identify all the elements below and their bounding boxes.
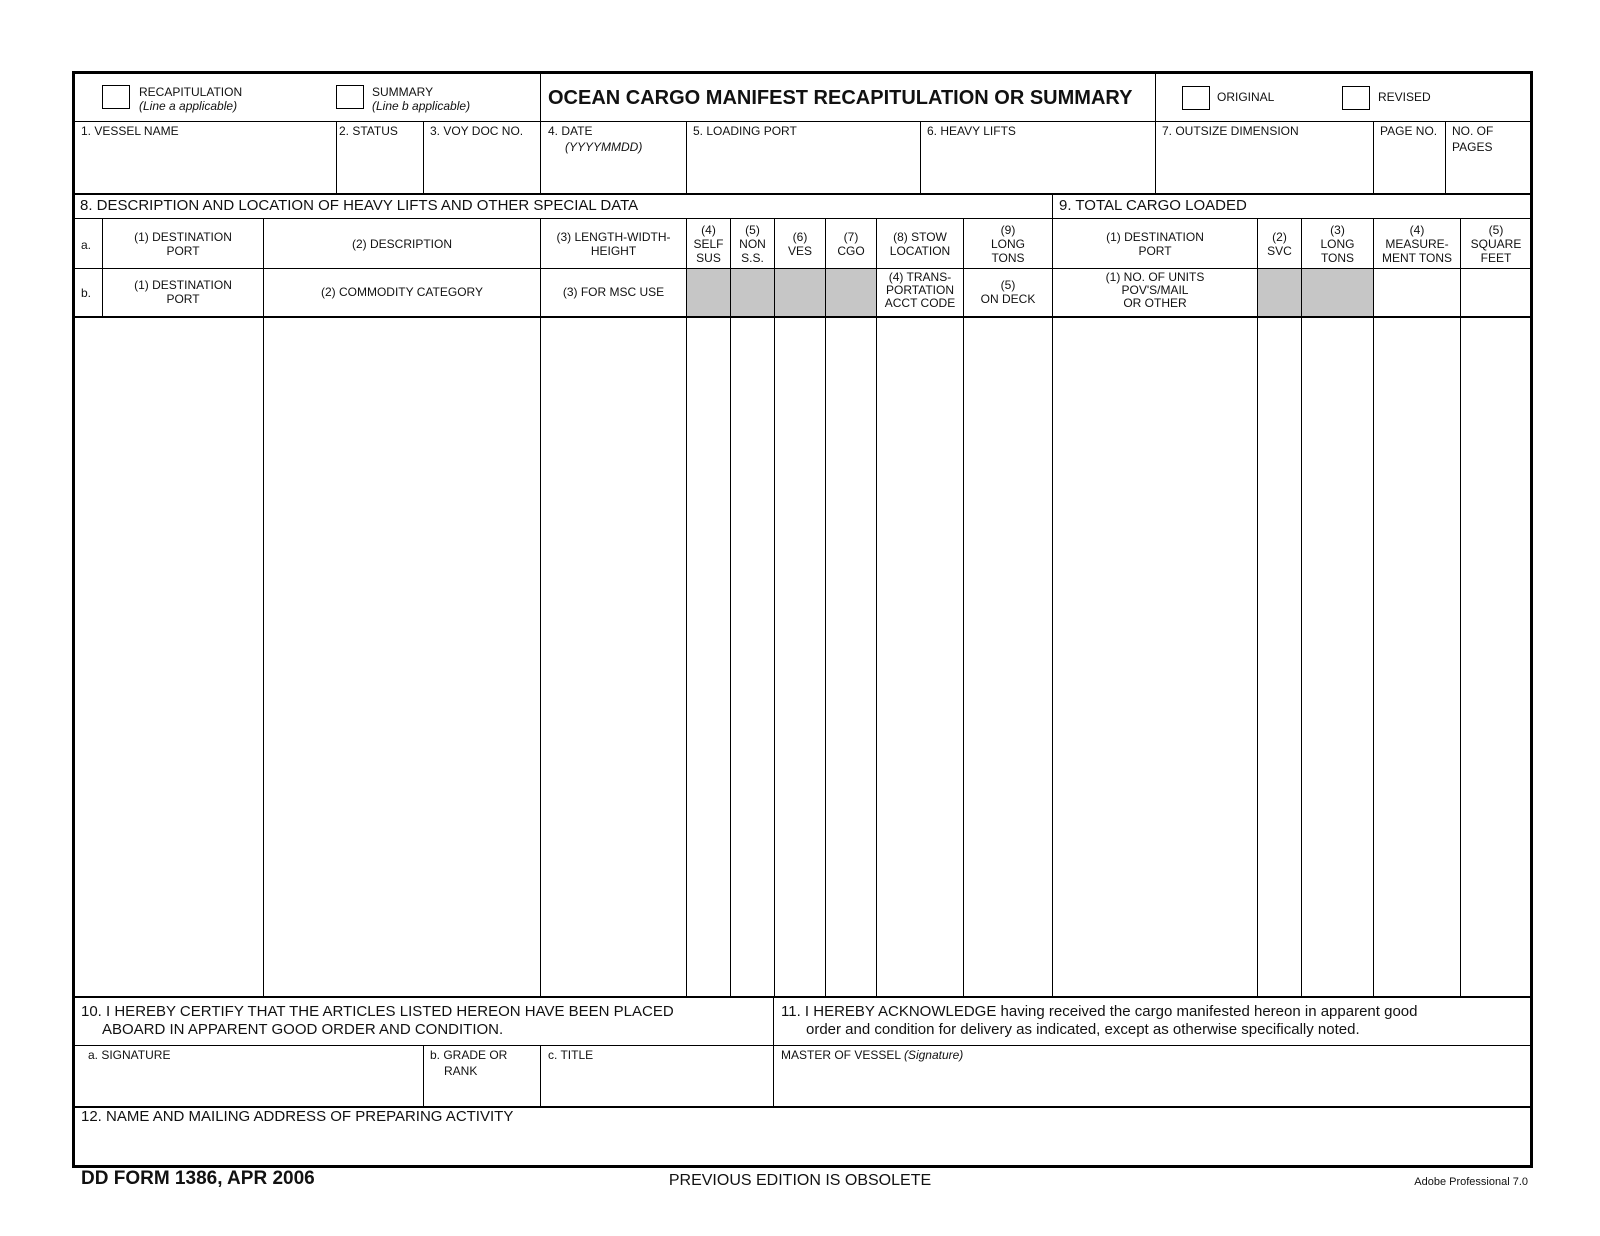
rule [74, 1045, 1531, 1046]
outsize-dimension-label: 7. OUTSIZE DIMENSION [1162, 124, 1299, 138]
outsize-dimension-field[interactable] [1157, 140, 1371, 190]
rule [876, 218, 877, 997]
total-dest-port-header: (1) DESTINATION PORT [1106, 230, 1204, 258]
no-of-pages-label-2: PAGES [1452, 140, 1493, 154]
summary-note: (Line b applicable) [372, 99, 471, 113]
rule [336, 121, 337, 194]
grade-label: b. GRADE OR [430, 1048, 508, 1062]
shaded-cell [826, 269, 876, 316]
recapitulation-note: (Line a applicable) [139, 99, 238, 113]
section-8-title: 8. DESCRIPTION AND LOCATION OF HEAVY LIFTS AND OTHER SPECIAL DATA [80, 197, 639, 214]
rank-label: RANK [444, 1064, 478, 1078]
no-of-pages-field[interactable] [1447, 156, 1529, 190]
page-no-field[interactable] [1375, 140, 1443, 190]
row-b-msc-use-header: (3) FOR MSC USE [562, 285, 665, 299]
date-field[interactable] [542, 156, 684, 190]
rule [74, 193, 1531, 195]
title-field[interactable] [542, 1064, 771, 1105]
heavy-lifts-label: 6. HEAVY LIFTS [927, 124, 1016, 138]
signature-label: a. SIGNATURE [88, 1048, 171, 1062]
preparing-activity-field[interactable] [76, 1128, 1530, 1164]
rule [1155, 72, 1156, 122]
entry-stow-column[interactable] [878, 319, 962, 996]
rule [773, 997, 774, 1107]
shaded-cell [687, 269, 730, 316]
row-a-description-header: (2) DESCRIPTION [351, 237, 452, 251]
rule [1257, 218, 1258, 997]
voy-doc-field[interactable] [425, 140, 538, 190]
row-a-self-sus-header: (4) SELF SUS [693, 223, 724, 265]
shaded-cell [1302, 269, 1373, 316]
rule [730, 218, 731, 997]
entry-square-feet-column[interactable] [1462, 319, 1530, 996]
rule [1301, 218, 1302, 997]
rule [74, 996, 1531, 998]
rule [540, 1045, 541, 1107]
total-square-feet-header: (5) SQUARE FEET [1470, 223, 1522, 265]
total-svc-header: (2) SVC [1267, 230, 1292, 258]
row-a-dest-port-header: (1) DESTINATION PORT [134, 230, 232, 258]
row-a-lwh-header: (3) LENGTH-WIDTH- HEIGHT [556, 230, 671, 258]
row-a-ves-header: (6) VES [787, 230, 812, 258]
rule [686, 218, 687, 997]
row-a-long-tons-header: (9) LONG TONS [990, 223, 1025, 265]
section-9-title: 9. TOTAL CARGO LOADED [1059, 197, 1247, 214]
status-field[interactable] [338, 140, 421, 190]
original-checkbox[interactable] [1182, 86, 1210, 110]
section-11-text-line-2: order and condition for delivery as indicated, except as otherwise specifically noted. [806, 1021, 1360, 1038]
rule [1052, 193, 1053, 218]
row-a-cgo-header: (7) CGO [837, 230, 865, 258]
master-signature-field[interactable] [776, 1064, 1530, 1105]
entry-dest-port-column[interactable] [76, 319, 262, 996]
rule [1373, 218, 1374, 997]
entry-self-sus-column[interactable] [688, 319, 729, 996]
signature-field[interactable] [76, 1064, 421, 1105]
entry-measurement-tons-column[interactable] [1375, 319, 1459, 996]
shaded-cell [1258, 269, 1301, 316]
entry-non-ss-column[interactable] [732, 319, 773, 996]
title-label: c. TITLE [548, 1048, 594, 1062]
entry-svc-column[interactable] [1259, 319, 1300, 996]
rule [1460, 218, 1461, 997]
grade-field[interactable] [425, 1080, 538, 1105]
form-id: DD FORM 1386, APR 2006 [81, 1168, 315, 1189]
rule [74, 218, 1531, 219]
rule [540, 72, 541, 122]
entry-lwh-column[interactable] [542, 319, 685, 996]
heavy-lifts-field[interactable] [922, 140, 1153, 190]
loading-port-field[interactable] [688, 140, 918, 190]
rule [1052, 218, 1053, 997]
rule [1373, 121, 1374, 194]
section-12-label: 12. NAME AND MAILING ADDRESS OF PREPARING ACTIVITY [81, 1108, 514, 1125]
date-label: 4. DATE [548, 124, 593, 138]
master-of-vessel-label: MASTER OF VESSEL (Signature) [781, 1048, 964, 1062]
total-measurement-tons-header: (4) MEASURE- MENT TONS [1381, 223, 1452, 265]
entry-cgo-column[interactable] [827, 319, 875, 996]
revised-checkbox[interactable] [1342, 86, 1370, 110]
rule [825, 218, 826, 997]
recapitulation-checkbox[interactable] [102, 85, 130, 109]
total-no-of-units-header: (1) NO. OF UNITS POV'S/MAIL OR OTHER [1105, 270, 1205, 310]
no-of-pages-label: NO. OF [1452, 124, 1494, 138]
original-label: ORIGINAL [1217, 90, 1275, 104]
page-no-label: PAGE NO. [1380, 124, 1438, 138]
section-10-text-line-1: 10. I HEREBY CERTIFY THAT THE ARTICLES LISTED HEREON HAVE BEEN PLACED [81, 1003, 674, 1020]
rule [920, 121, 921, 194]
section-11-text-line-1: 11. I HEREBY ACKNOWLEDGE having received the cargo manifested hereon in apparent good [781, 1003, 1418, 1020]
row-b-commodity-header: (2) COMMODITY CATEGORY [320, 285, 483, 299]
software-note: Adobe Professional 7.0 [1414, 1176, 1528, 1188]
entry-long-tons-column[interactable] [965, 319, 1051, 996]
rule [1445, 121, 1446, 194]
row-b-dest-port-header: (1) DESTINATION PORT [134, 278, 232, 306]
row-b-letter: b. [81, 286, 92, 300]
vessel-name-label: 1. VESSEL NAME [81, 124, 179, 138]
date-format-note: (YYYYMMDD) [565, 140, 643, 154]
rule [774, 218, 775, 997]
rule [423, 121, 424, 194]
entry-total-dest-column[interactable] [1054, 319, 1256, 996]
revised-label: REVISED [1378, 90, 1431, 104]
loading-port-label: 5. LOADING PORT [693, 124, 797, 138]
rule [540, 218, 541, 997]
status-label: 2. STATUS [339, 124, 398, 138]
row-b-on-deck-header: (5) ON DECK [980, 278, 1036, 306]
voy-doc-label: 3. VOY DOC NO. [430, 124, 524, 138]
rule [74, 268, 1531, 269]
summary-checkbox[interactable] [336, 85, 364, 109]
recapitulation-label: RECAPITULATION [139, 85, 243, 99]
rule [1155, 121, 1156, 194]
previous-edition-notice: PREVIOUS EDITION IS OBSOLETE [668, 1172, 932, 1189]
entry-ves-column[interactable] [776, 319, 824, 996]
entry-total-long-tons-column[interactable] [1303, 319, 1372, 996]
row-b-transportation-acct-header: (4) TRANS- PORTATION ACCT CODE [884, 270, 956, 310]
summary-label: SUMMARY [372, 85, 434, 99]
rule [74, 121, 1531, 122]
rule [74, 316, 1531, 318]
row-a-stow-header: (8) STOW LOCATION [889, 230, 951, 258]
row-a-letter: a. [81, 238, 92, 252]
rule [423, 1045, 424, 1107]
entry-description-column[interactable] [265, 319, 539, 996]
shaded-cell [775, 269, 825, 316]
rule [540, 121, 541, 194]
form-title: OCEAN CARGO MANIFEST RECAPITULATION OR SUMMARY [548, 87, 1133, 109]
section-10-text-line-2: ABOARD IN APPARENT GOOD ORDER AND CONDITION. [102, 1021, 504, 1038]
row-a-non-ss-header: (5) NON S.S. [739, 223, 766, 265]
rule [686, 121, 687, 194]
rule [263, 218, 264, 997]
rule [963, 218, 964, 997]
shaded-cell [731, 269, 774, 316]
total-long-tons-header: (3) LONG TONS [1320, 223, 1355, 265]
vessel-name-field[interactable] [76, 140, 334, 190]
